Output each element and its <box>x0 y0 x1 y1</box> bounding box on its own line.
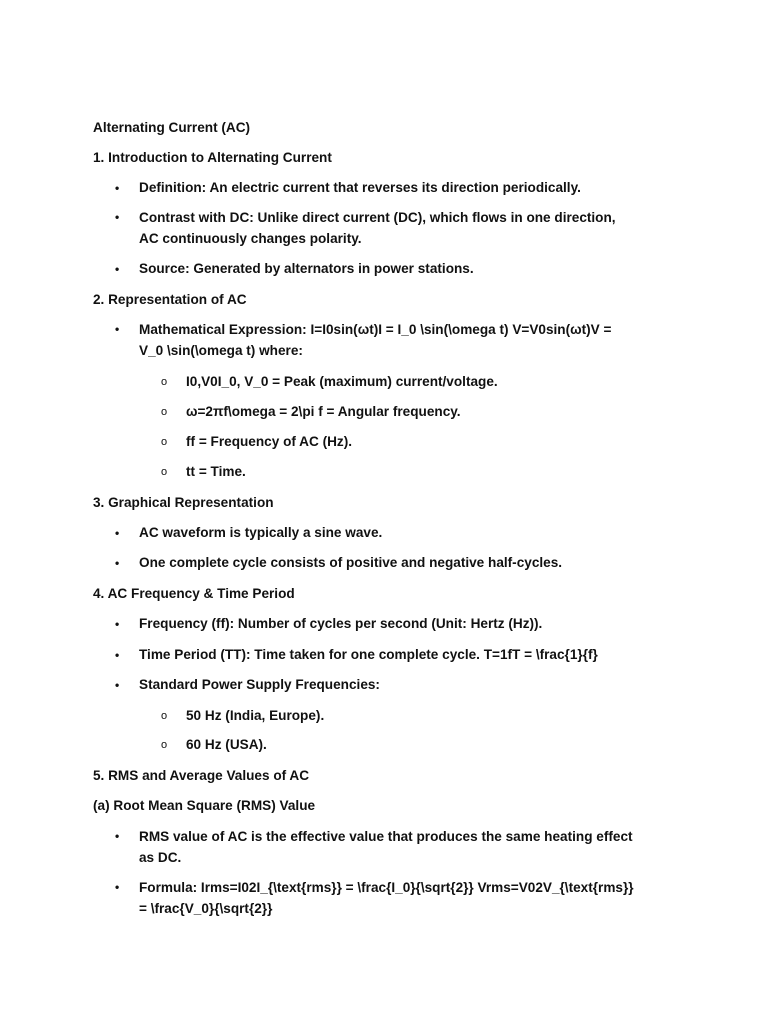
sub-item-peak: I0,V0I_0, V_0 = Peak (maximum) current/voltage. <box>186 374 498 389</box>
list-item-standard-frequencies: Standard Power Supply Frequencies: <box>139 677 380 692</box>
list-item-cycle: One complete cycle consists of positive and negative half-cycles. <box>139 555 563 570</box>
bullet-marker: • <box>115 829 120 843</box>
section-heading-graphical: 3. Graphical Representation <box>93 495 274 510</box>
list-item-waveform: AC waveform is typically a sine wave. <box>139 525 383 540</box>
sub-bullet-marker: o <box>161 710 168 722</box>
sub-bullet-marker: o <box>161 739 168 751</box>
section-heading-representation: 2. Representation of AC <box>93 292 247 307</box>
subsection-heading-rms: (a) Root Mean Square (RMS) Value <box>93 798 316 813</box>
expression-line2: V_0 \sin(\omega t) where: <box>139 343 303 358</box>
bullet-marker: • <box>115 262 120 276</box>
sub-item-angular-frequency: ω=2πf\omega = 2\pi f = Angular frequency. <box>186 404 461 419</box>
bullet-marker: • <box>115 678 120 692</box>
bullet-marker: • <box>115 648 120 662</box>
bullet-marker: • <box>115 526 120 540</box>
rms-formula-line2: = \frac{V_0}{\sqrt{2}} <box>139 901 273 916</box>
sub-bullet-marker: o <box>161 376 168 388</box>
list-item-time-period: Time Period (TT): Time taken for one complete cycle. T=1fT = \frac{1}{f} <box>139 647 598 662</box>
bullet-marker: • <box>115 617 120 631</box>
list-item-frequency: Frequency (ff): Number of cycles per second (Unit: Hertz (Hz)). <box>139 616 543 631</box>
rms-description-line1: RMS value of AC is the effective value that produces the same heating effect <box>139 829 633 844</box>
document-title: Alternating Current (AC) <box>93 120 251 135</box>
sub-item-frequency: ff = Frequency of AC (Hz). <box>186 434 353 449</box>
bullet-marker: • <box>115 210 120 224</box>
sub-item-50hz: 50 Hz (India, Europe). <box>186 708 325 723</box>
bullet-marker: • <box>115 322 120 336</box>
section-heading-introduction: 1. Introduction to Alternating Current <box>93 150 332 165</box>
sub-bullet-marker: o <box>161 466 168 478</box>
bullet-marker: • <box>115 880 120 894</box>
bullet-marker: • <box>115 181 120 195</box>
bullet-marker: • <box>115 556 120 570</box>
rms-formula-line1: Formula: Irms=I02I_{\text{rms}} = \frac{I_0}{\sqrt{2}} Vrms=V02V_{\text{rms}} <box>139 880 634 895</box>
sub-bullet-marker: o <box>161 406 168 418</box>
list-item-source: Source: Generated by alternators in power stations. <box>139 261 474 276</box>
sub-item-60hz: 60 Hz (USA). <box>186 737 267 752</box>
list-item-contrast-line1: Contrast with DC: Unlike direct current (DC), which flows in one direction, <box>139 210 616 225</box>
section-heading-frequency: 4. AC Frequency & Time Period <box>93 586 295 601</box>
sub-item-time: tt = Time. <box>186 464 246 479</box>
list-item-definition: Definition: An electric current that reverses its direction periodically. <box>139 180 581 195</box>
expression-line1: Mathematical Expression: I=I0sin⁡(ωt)I = I_0 \sin(\omega t) V=V0sin⁡(ωt)V = <box>139 322 612 337</box>
rms-description-line2: as DC. <box>139 850 182 865</box>
list-item-contrast-line2: AC continuously changes polarity. <box>139 231 362 246</box>
section-heading-rms: 5. RMS and Average Values of AC <box>93 768 310 783</box>
sub-bullet-marker: o <box>161 436 168 448</box>
